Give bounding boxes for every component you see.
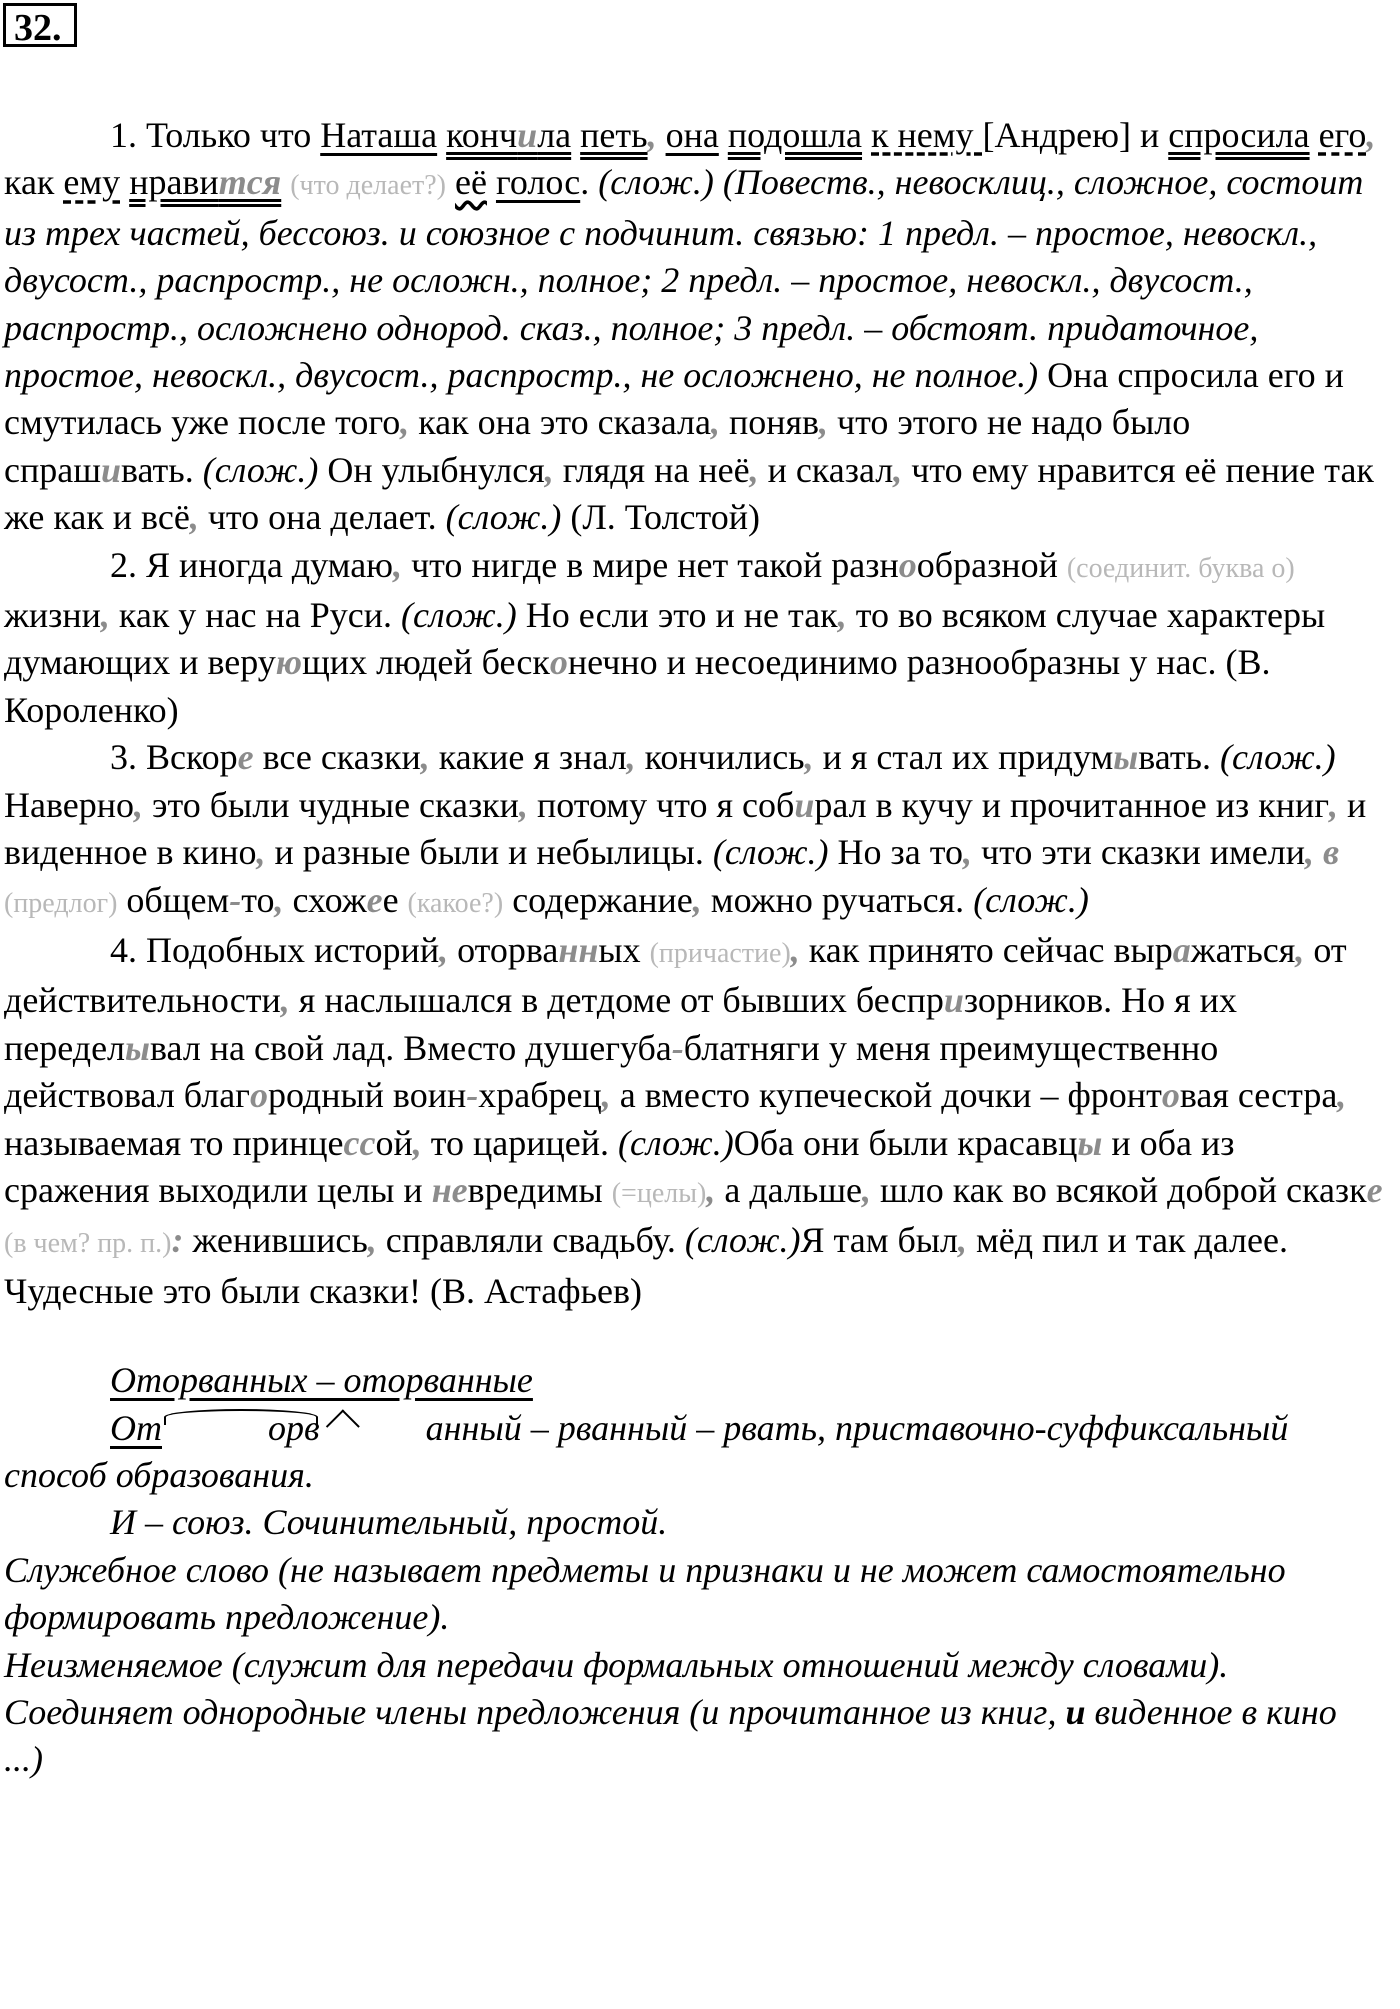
paragraph-1: 1. Только что Наташа кончила петь, она подошла к нему [Андрею] и спросила его, как ему нравится (что делает?) её голос. (слож.) (Повеств., невосклиц., сложное, состоит из трех частей, бессоюз. и союзное с подчинит. связью: 1 предл. – простое, невоскл., двусост., распростр., не осложн., полное; 2 предл. – простое, невоскл., двусост., распростр., осложнено однород. сказ., полное; 3 предл. – обстоят. придаточное, простое, невоскл., двусост., распростр., не осложнено, не полное.) Она спросила его и смутилась уже после того, как она это сказала, поняв, что этого не надо было спрашивать. (слож.) Он улыбнулся, глядя на неё, и сказал, что ему нравится её пение так же как и всё, что она делает. (слож.) (Л. Толстой)	[4, 115, 1376, 538]
word-analysis-notes	[4, 1357, 1384, 1784]
paragraph-4: 4. Подобных историй, оторванных (причастие), как принято сейчас выражаться, от действительности, я наслышался в детдоме от бывших беспризорников. Но я их переделывал на свой лад. Вместо душегуба-блатняги у меня преимущественно действовал благородный воин-храбрец, а вместо купеческой дочки – фронтовая сестра, называемая то принцессой, то царицей. (слож.)Оба они были красавцы и оба из сражения выходили целы и невредимы (=целы), а дальше, шло как во всякой доброй сказке (в чем? пр. п.): женившись, справляли свадьбу. (слож.)Я там был, мёд пил и так далее. Чудесные это были сказки! (В. Астафьев)	[4, 929, 1383, 1311]
note-line-4: Служебное слово (не называет предметы и признаки и не может самостоятельно формировать предложение).	[4, 1549, 1286, 1638]
exercise-text	[4, 112, 1384, 1784]
note-line-5: Неизменяемое (служит для передачи формальных отношений между словами). Соединяет однородные члены предложения (и прочитанное из книг, и виденное в кино ...)	[4, 1644, 1337, 1780]
exercise-number: 32.	[3, 3, 77, 47]
paragraph-2: 2. Я иногда думаю, что нигде в мире нет такой разнообразной (соединит. буква о) жизни, как у нас на Руси. (слож.) Но если это и не так, то во всяком случае характеры думающих и верующих людей бесконечно и несоединимо разнообразны у нас. (В. Короленко)	[4, 544, 1326, 730]
note-line-2: От орв анный – рванный – рвать, приставочно-суффиксальный способ образования.	[4, 1405, 1384, 1500]
paragraph-3: 3. Вскоре все сказки, какие я знал, кончились, и я стал их придумывать. (слож.) Наверно, это были чудные сказки, потому что я собирал в кучу и прочитанное из книг, и виденное в кино, и разные были и небылицы. (слож.) Но за то, что эти сказки имели, в (предлог) общем-то, схожее (какое?) содержание, можно ручаться. (слож.)	[4, 737, 1367, 920]
note-line-1: Оторванных – оторванные	[110, 1360, 533, 1401]
note-line-3: И – союз. Сочинительный, простой.	[110, 1502, 668, 1543]
